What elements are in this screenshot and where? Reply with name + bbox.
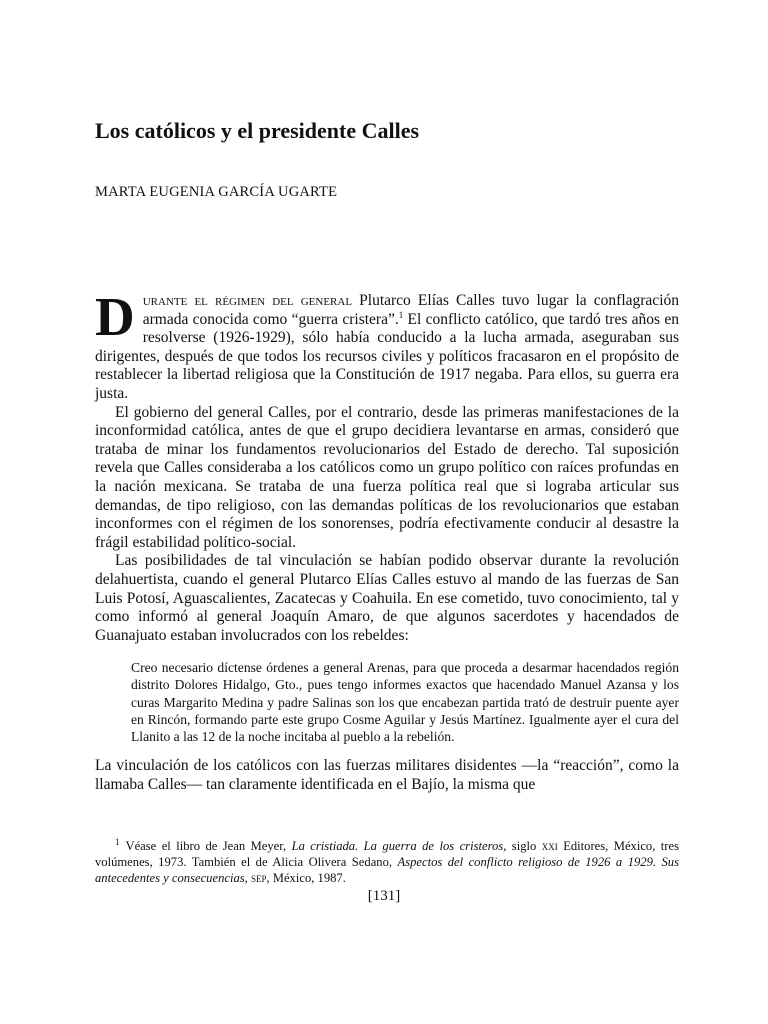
block-quote	[131, 659, 679, 745]
footnote-t5: , México, 1987.	[266, 871, 346, 886]
paragraph-1-text-b: El conflicto católico, que tardó tres años en resolverse (1926-1929), sólo había conducido a la lucha armada, aseguraban sus dirigentes, después de que todos los recursos civiles y políticos fracasaron en el propósito de restablecer la libertad religiosa que la Constitución de 1917 negaba. Para ellos, su guerra era justa.	[95, 310, 679, 402]
article-author: MARTA EUGENIA GARCÍA UGARTE	[95, 184, 338, 200]
footnote-t1: Véase el libro de Jean Meyer,	[125, 839, 292, 853]
footnote-1	[95, 838, 679, 887]
footnote-book-title-2: Aspectos del conflicto religioso de 1926 a 1929. Sus antecedentes y consecuencias	[95, 855, 679, 886]
article-body	[95, 286, 679, 794]
footnote-t2: , siglo	[503, 839, 542, 853]
footnote-text	[95, 838, 679, 887]
footnote-publisher-sep: sep	[250, 871, 267, 886]
paragraph-1	[95, 286, 679, 404]
drop-cap: D	[95, 286, 135, 347]
footnote-t3: Editores, México, tres volúmenes, 1973. También el de Alicia Olivera Sedano,	[95, 839, 679, 870]
footnote-reference[interactable]: 1	[398, 309, 404, 320]
article-title: Los católicos y el presidente Calles	[95, 118, 420, 143]
paragraph-3: Las posibilidades de tal vinculación se habían podido observar durante la revolución delahuertista, cuando el general Plutarco Elías Calles estuvo al mando de las fuerzas de San Luis Potosí, Aguascalientes, Zacatecas y Coahuila. En ese cometido, tuvo conocimiento, tal y como informó al general Joaquín Amaro, de que algunos sacerdotes y hacendados de Guanajuato estaban involucrados con los rebeldes:	[95, 552, 679, 644]
lead-in-smallcaps: urante el régimen del general	[142, 292, 353, 309]
page-number: [131]	[367, 888, 401, 904]
paragraph-2: El gobierno del general Calles, por el contrario, desde las primeras manifestaciones de la inconformidad católica, antes de que el grupo decidiera levantarse en armas, consideró que trataba de minar los fundamentos revolucionarios del Estado de derecho. Tal suposición revela que Calles consideraba a los católicos como un grupo político con raíces profundas en la nación mexicana. Se trataba de una fuerza política real que si lograba articular sus demandas, de tipo religioso, con las demandas políticas de los revolucionarios que estaban inconformes con el régimen de los sonorenses, podría efectivamente conducir al desastre la frágil estabilidad político-social.	[95, 403, 679, 551]
footnote-mark: 1	[115, 836, 120, 847]
footnote-publisher-sc: xxi	[541, 839, 558, 853]
footnote-book-title-1: La cristiada. La guerra de los cristeros	[291, 839, 504, 853]
paragraph-1-text-a: Plutarco Elías Calles tuvo lugar la conflagración armada conocida como “guerra cristera”.	[142, 292, 679, 328]
paragraph-4: La vinculación de los católicos con las fuerzas militares disidentes —la “reacción”, como la llamaba Calles— tan claramente identificada en el Bajío, la misma que	[95, 757, 679, 793]
footnote-t4: ,	[244, 871, 251, 886]
block-quote-text: Creo necesario díctense órdenes a general Arenas, para que proceda a desarmar hacendados región distrito Dolores Hidalgo, Gto., pues tengo informes exactos que hacendado Manuel Azansa y los curas Margarito Medina y padre Salinas son los que encabezan partida trató de destruir puente ayer en Rincón, formando parte este grupo Cosme Aguilar y Jesús Martínez. Igualmente ayer el cura del Llanito a las 12 de la noche incitaba al pueblo a la rebelión.	[131, 660, 679, 745]
